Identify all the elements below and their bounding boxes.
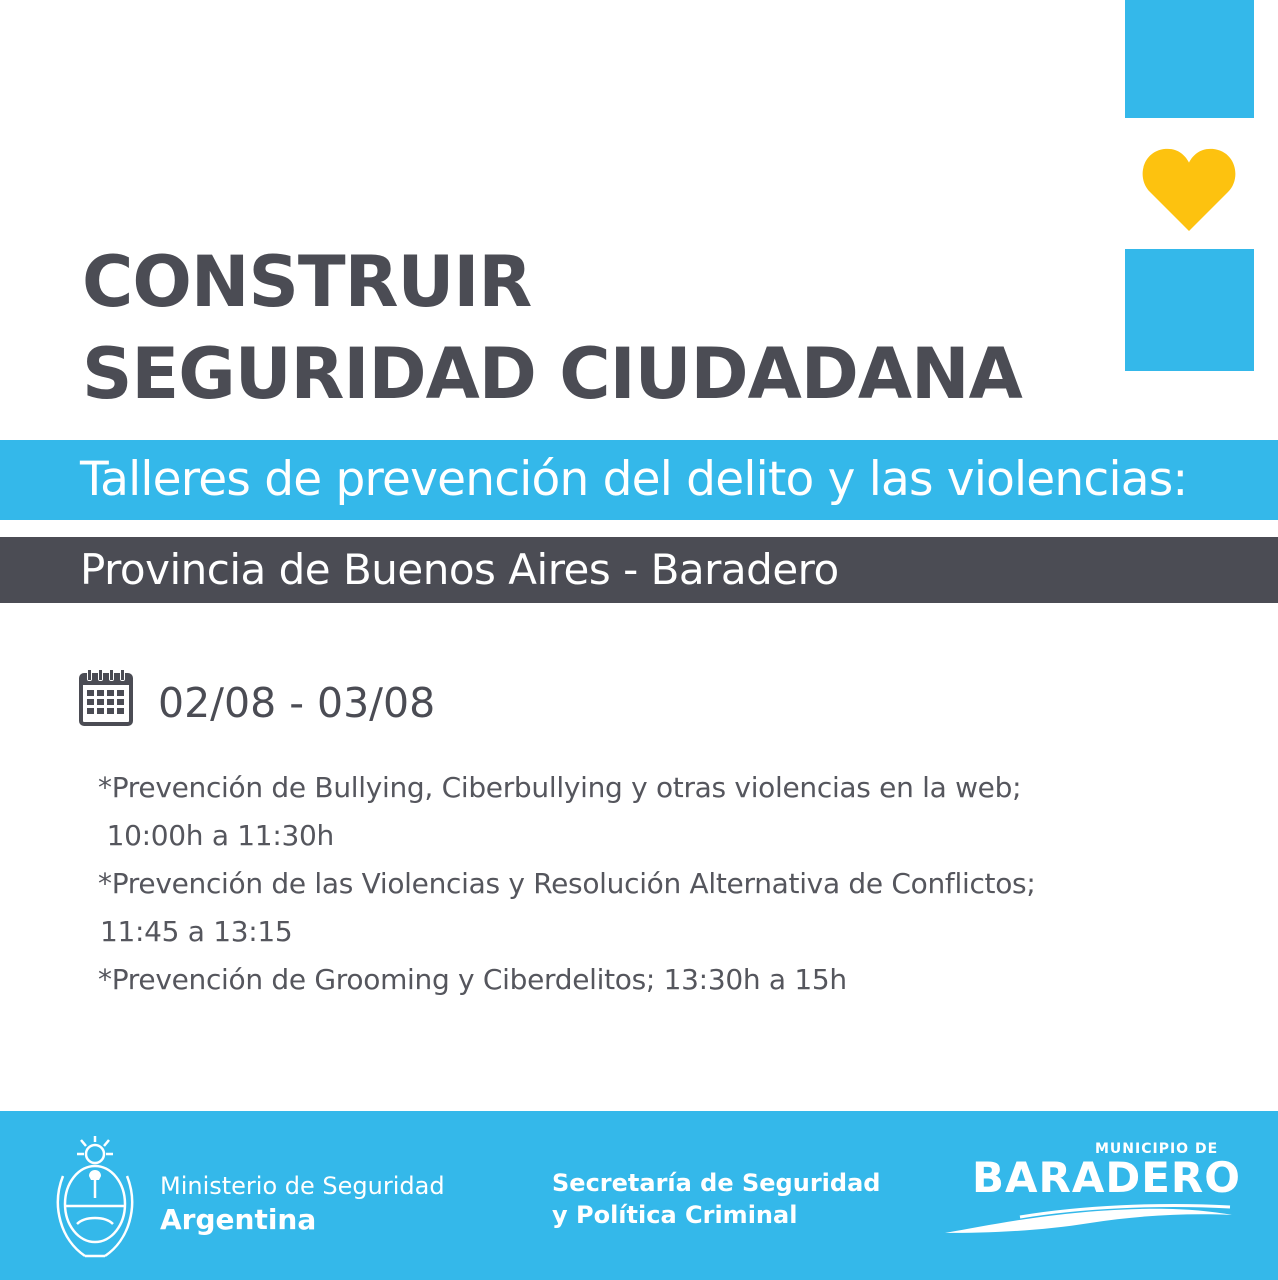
date-range: 02/08 - 03/08	[158, 679, 436, 727]
ministerio-line-1: Ministerio de Seguridad	[160, 1172, 445, 1200]
title-line-1: CONSTRUIR	[82, 241, 532, 323]
subtitle-band	[0, 440, 1278, 520]
coat-of-arms-icon	[55, 1136, 135, 1262]
title-line-2: SEGURIDAD CIUDADANA	[82, 333, 1022, 415]
ministerio-line-2: Argentina	[160, 1203, 317, 1236]
schedule-line: 11:45 a 13:15	[100, 915, 293, 948]
calendar-icon	[78, 667, 134, 727]
wave-logo-icon	[940, 1203, 1235, 1235]
page-title	[82, 236, 1022, 420]
schedule-line: *Prevención de las Violencias y Resolución Alternativa de Conflictos;	[98, 867, 1036, 900]
decor-square-bottom	[1125, 249, 1254, 371]
baradero-name: BARADERO	[972, 1153, 1241, 1202]
schedule-line: *Prevención de Grooming y Ciberdelitos; 13:30h a 15h	[98, 963, 847, 996]
schedule-line: *Prevención de Bullying, Ciberbullying y otras violencias en la web;	[98, 771, 1022, 804]
secretaria-line-1: Secretaría de Seguridad	[552, 1169, 881, 1197]
subtitle-text: Talleres de prevención del delito y las violencias:	[80, 452, 1188, 507]
schedule-list	[98, 764, 1035, 1004]
location-band	[0, 537, 1278, 603]
footer	[0, 1111, 1278, 1280]
heart-icon	[1140, 145, 1238, 233]
secretaria-line-2: y Política Criminal	[552, 1201, 798, 1229]
schedule-line: 10:00h a 11:30h	[98, 819, 334, 852]
decor-square-top	[1125, 0, 1254, 118]
ministerio-logo-text	[160, 1169, 445, 1237]
location-text: Provincia de Buenos Aires - Baradero	[80, 545, 839, 594]
secretaria-logo-text	[552, 1167, 880, 1231]
municipio-label: MUNICIPIO DE	[1095, 1141, 1219, 1157]
